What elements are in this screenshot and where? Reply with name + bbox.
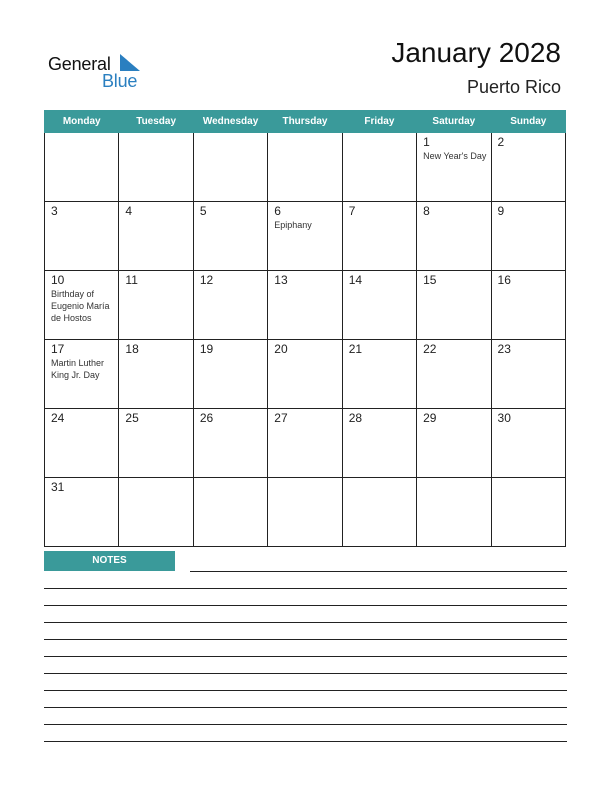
day-cell[interactable] [193,133,267,202]
region-name: Puerto Rico [466,77,561,97]
week-row [45,202,566,271]
day-number: 19 [199,342,214,356]
notes-line [44,707,567,708]
day-cell[interactable] [193,478,267,547]
day-number: 17 [51,342,65,356]
logo-triangle-icon [120,54,140,71]
day-cell[interactable] [119,340,193,409]
day-cell[interactable] [342,133,416,202]
weekday-header: Tuesday [119,111,193,133]
notes-line [44,605,567,606]
notes-header: NOTES [44,551,175,571]
weekday-header: Wednesday [193,111,267,133]
day-number: 25 [125,411,139,425]
day-number: 26 [199,411,214,425]
day-number: 10 [51,273,65,287]
day-cell[interactable] [45,478,119,547]
day-number: 2 [497,135,505,149]
day-cell[interactable] [193,340,267,409]
day-number: 11 [125,273,138,287]
notes-line [190,571,567,572]
day-cell[interactable] [268,478,342,547]
day-cell[interactable] [45,133,119,202]
day-cell[interactable] [45,271,119,340]
day-cell[interactable] [342,478,416,547]
day-cell[interactable] [193,202,267,271]
day-cell[interactable] [417,340,491,409]
day-number: 8 [423,204,430,218]
day-number: 14 [348,273,363,287]
day-number: 15 [423,273,437,287]
page-title: January 2028 [391,37,561,68]
notes-line [44,673,567,674]
day-cell[interactable] [491,478,565,547]
day-number: 30 [497,411,511,425]
day-cell[interactable] [119,409,193,478]
day-number: 5 [199,204,207,218]
day-number: 22 [423,342,437,356]
day-number: 6 [274,204,281,218]
day-number: 21 [348,342,363,356]
day-number: 13 [274,273,288,287]
day-cell[interactable] [491,340,565,409]
logo-text-blue: Blue [102,71,138,91]
day-cell[interactable] [417,271,491,340]
day-cell[interactable] [417,409,491,478]
week-row [45,409,566,478]
day-number: 20 [274,342,288,356]
day-number: 28 [348,411,363,425]
week-row [45,478,566,547]
weekday-header: Monday [45,111,119,133]
day-number: 4 [125,204,133,218]
day-number: 31 [51,480,65,494]
day-cell[interactable] [193,409,267,478]
notes-line [44,690,567,691]
day-cell[interactable] [268,409,342,478]
notes-line [44,724,567,725]
weekday-header: Thursday [268,111,342,133]
notes-line [44,588,567,589]
day-number: 27 [274,411,288,425]
week-row [45,271,566,340]
day-cell[interactable] [342,409,416,478]
weekday-header: Friday [342,111,416,133]
day-cell[interactable] [417,133,491,202]
day-cell[interactable] [45,409,119,478]
day-cell[interactable] [491,271,565,340]
day-cell[interactable] [45,202,119,271]
holiday-label: New Year's Day [423,151,487,161]
notes-line [44,622,567,623]
holiday-label: Birthday of Eugenio María de Hostos [51,289,110,323]
day-cell[interactable] [417,478,491,547]
day-cell[interactable] [193,271,267,340]
day-cell[interactable] [268,202,342,271]
logo-text-general: General [48,54,111,74]
day-cell[interactable] [119,271,193,340]
day-cell[interactable] [342,271,416,340]
logo [48,52,158,92]
weekday-header: Sunday [491,111,565,133]
day-cell[interactable] [119,478,193,547]
day-cell[interactable] [119,202,193,271]
calendar-grid [44,110,566,547]
day-cell[interactable] [342,202,416,271]
day-cell[interactable] [342,340,416,409]
day-cell[interactable] [268,340,342,409]
day-number: 3 [51,204,58,218]
holiday-label: Martin Luther King Jr. Day [51,358,105,380]
day-cell[interactable] [268,271,342,340]
day-cell[interactable] [45,340,119,409]
day-number: 16 [497,273,511,287]
day-cell[interactable] [491,409,565,478]
day-number: 9 [497,204,505,218]
week-row [45,340,566,409]
day-cell[interactable] [491,202,565,271]
notes-line [44,656,567,657]
day-number: 29 [423,411,437,425]
notes-line [44,639,567,640]
day-number: 7 [348,204,356,218]
notes-line [44,741,567,742]
week-row [45,133,566,202]
day-cell[interactable] [417,202,491,271]
day-number: 24 [51,411,65,425]
day-number: 23 [497,342,511,356]
weekday-header: Saturday [417,111,491,133]
day-number: 12 [199,273,214,287]
holiday-label: Epiphany [274,220,312,230]
weekday-header-row [45,111,566,133]
day-cell[interactable] [268,133,342,202]
day-cell[interactable] [491,133,565,202]
day-number: 18 [125,342,139,356]
day-cell[interactable] [119,133,193,202]
day-number: 1 [423,135,430,149]
